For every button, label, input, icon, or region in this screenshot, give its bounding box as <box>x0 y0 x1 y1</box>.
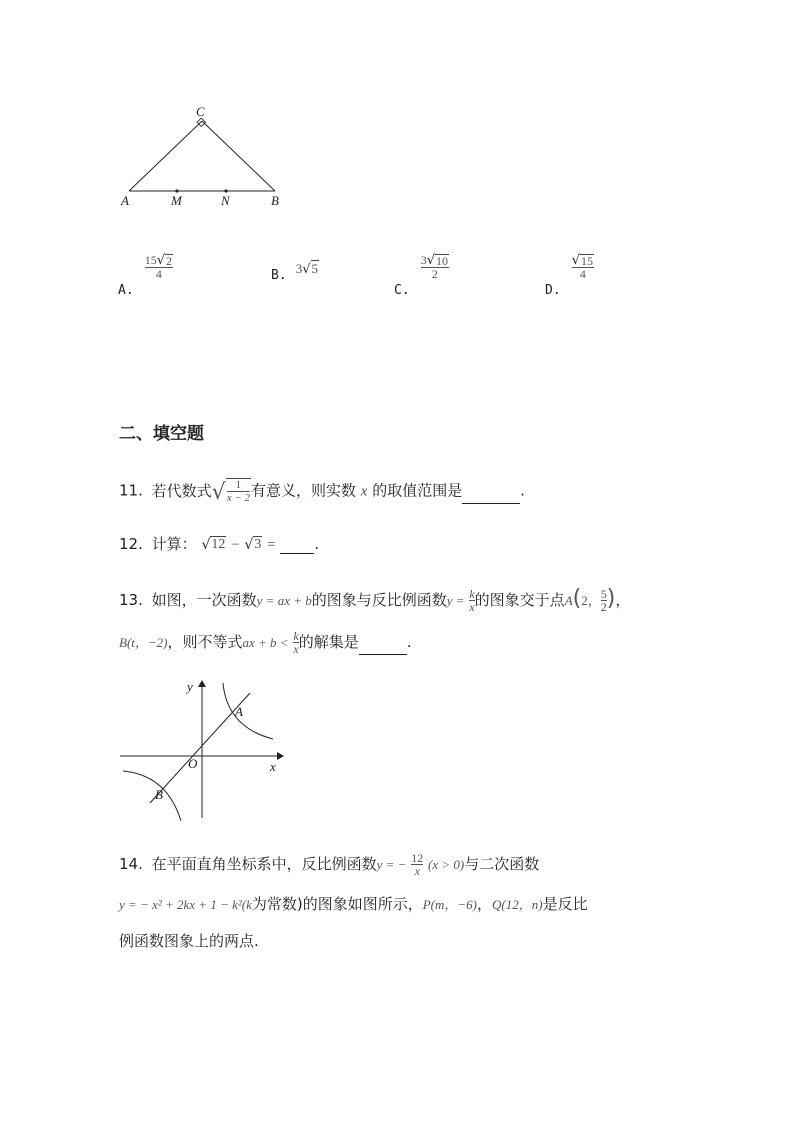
q13-text-a: 如图，一次函数 <box>151 591 257 609</box>
q13-point-a-num: 5 <box>600 587 607 601</box>
option-b-coef: 3 <box>295 261 303 276</box>
q14-text-a: 在平面直角坐标系中，反比例函数 <box>151 855 377 873</box>
option-d-letter: D. <box>545 282 561 298</box>
q13-number: 13. <box>119 591 143 609</box>
q14-k: k <box>246 897 252 912</box>
q13-answer-blank[interactable] <box>359 640 407 655</box>
q11-end: . <box>520 481 526 500</box>
q11-radical: √ $\frac{1}{x - 2}$ <box>211 479 250 505</box>
question-14-line-3: 例函数图象上的两点. <box>119 932 259 950</box>
q13-eq2-left: y = <box>446 593 465 608</box>
question-14-line-2 <box>119 893 588 914</box>
q13-point-a-den: 2 <box>600 600 607 614</box>
q14-eq-den: x <box>414 864 420 878</box>
option-b[interactable]: $_{B.}$ 3 √ 5 <box>271 261 319 283</box>
q11-text-c: 的取值范围是 <box>372 481 463 500</box>
q14-number: 14. <box>119 855 143 873</box>
q13-eq2-den: x <box>469 600 475 614</box>
q14-sep: ， <box>477 895 493 913</box>
q13-eq2-num: k <box>469 587 475 601</box>
q14-quadratic-eq: y = − x² + 2kx + 1 − k²( <box>119 897 247 912</box>
q14-point-q: Q(12，n) <box>492 897 543 912</box>
hyperbola-branch-1 <box>223 683 273 739</box>
q14-eq-left: y = − <box>376 857 407 872</box>
question-14-line-1 <box>119 852 539 877</box>
origin-label: O <box>188 756 198 771</box>
q12-number: 12. <box>119 535 143 553</box>
q14-point-p: P(m，−6) <box>422 897 477 912</box>
q13-ineq-left: ax + b < <box>242 635 289 650</box>
q14-eq-num: 12 <box>411 851 424 865</box>
q13-text-b: 的图象与反比例函数 <box>311 591 447 609</box>
option-d-radicand: 15 <box>581 254 594 268</box>
q13-text-e: 的解集是 <box>298 633 359 651</box>
vertex-label-c: C <box>196 104 205 119</box>
question-13-line-1: 13. 如图，一次函数y = ax + b的图象与反比例函数y = $\frac{k}{x}$ 的图象交于点A(2， $\frac{5}{2}$ )， <box>119 586 631 614</box>
option-a-value: 15 √ 2 4 <box>144 253 173 281</box>
q13-point-a: A <box>564 593 573 608</box>
option-c-coef: 3 <box>420 253 427 267</box>
q13-text-c: 的图象交于点 <box>474 591 565 609</box>
q13-comma: ， <box>615 591 631 609</box>
triangle-figure <box>110 100 310 215</box>
q11-number: 11. <box>119 481 143 500</box>
q13-text-d: ，则不等式 <box>167 633 243 651</box>
question-13-line-2 <box>119 630 411 655</box>
option-c-radicand: 10 <box>436 254 449 268</box>
q14-line2-end: 是反比 <box>542 895 588 913</box>
option-a-coef: 15 <box>144 253 157 267</box>
option-d-den: 4 <box>579 267 586 281</box>
question-12: 12. 计算： √ 12 − √ 3 = . <box>119 535 320 553</box>
graph-point-a-label: A <box>235 704 243 719</box>
side-cb <box>202 121 275 191</box>
side-ac <box>129 121 202 191</box>
q13-point-b: B(t，−2) <box>119 635 168 650</box>
option-d-value: √ 15 4 <box>571 253 594 281</box>
q14-text-b: 与二次函数 <box>464 855 540 873</box>
option-d[interactable] <box>545 253 594 298</box>
q13-end: . <box>406 633 412 651</box>
q13-ineq-num: k <box>293 629 299 643</box>
vertex-label-a: A <box>121 193 129 208</box>
q11-var: x <box>360 483 368 500</box>
coordinate-graph <box>115 675 290 825</box>
option-a-letter: A. <box>118 282 134 298</box>
q12-answer-blank[interactable] <box>280 539 314 554</box>
q14-eq-cond: (x > 0) <box>428 857 465 872</box>
option-b-letter: B. <box>271 268 287 283</box>
q11-frac-num: 1 <box>235 479 242 491</box>
question-11 <box>119 478 525 504</box>
option-a[interactable] <box>118 253 173 298</box>
q12-text-a: 计算： <box>151 535 197 553</box>
option-a-den: 4 <box>155 267 162 281</box>
point-label-n: N <box>221 193 230 208</box>
q14-line2-text: 为常数)的图象如图所示， <box>251 895 423 913</box>
q11-answer-blank[interactable] <box>462 489 520 504</box>
option-c-value: 3 √ 10 2 <box>420 253 449 281</box>
section-title: 二、填空题 <box>119 424 204 444</box>
vertex-label-b: B <box>271 193 279 208</box>
q13-linear-eq: y = ax + b <box>256 593 312 608</box>
q13-point-a-x: 2， <box>581 593 601 608</box>
q11-text-b: 有意义，则实数 <box>251 481 357 500</box>
axis-x-label: x <box>270 759 276 774</box>
option-c-letter: C. <box>394 282 410 298</box>
q11-frac-den: x − 2 <box>226 492 250 504</box>
q12-equals: = <box>267 537 276 553</box>
option-c[interactable] <box>394 253 449 298</box>
point-label-m: M <box>171 193 182 208</box>
q12-minus: − <box>231 537 240 553</box>
option-a-radicand: 2 <box>166 254 173 268</box>
q12-end: . <box>314 535 320 553</box>
option-c-den: 2 <box>431 267 438 281</box>
axis-y-label: y <box>187 679 193 694</box>
option-b-radicand: 5 <box>311 261 319 276</box>
q11-text-a: 若代数式 <box>151 481 212 500</box>
q12-radicand-1: 12 <box>211 537 226 552</box>
graph-point-b-label: B <box>155 787 163 802</box>
q12-radicand-2: 3 <box>254 537 262 552</box>
q13-ineq-den: x <box>293 642 299 656</box>
